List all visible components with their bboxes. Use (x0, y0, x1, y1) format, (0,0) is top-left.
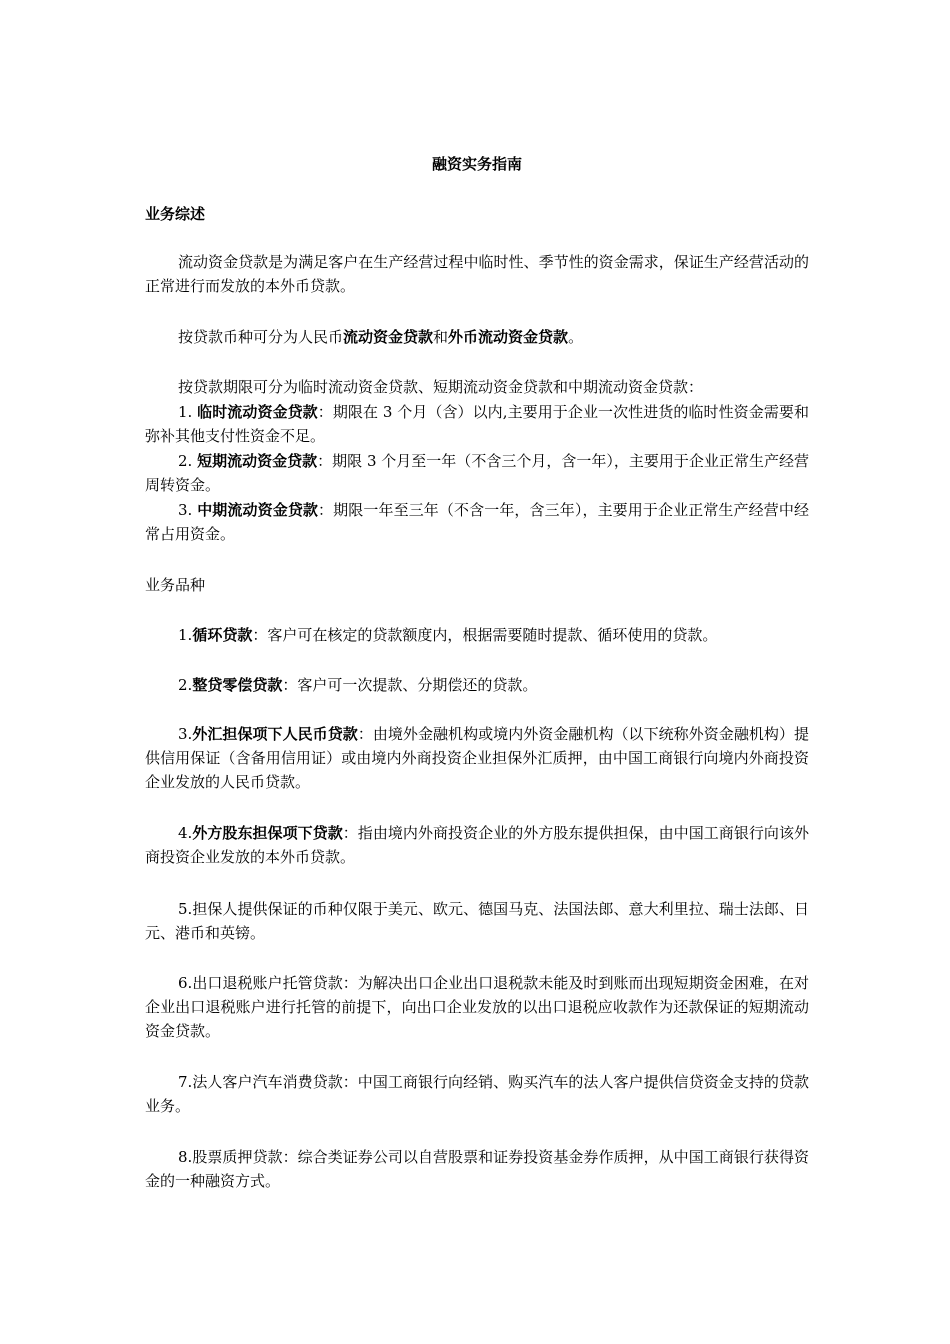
variety-item: 4.外方股东担保项下贷款：指由境内外商投资企业的外方股东提供担保，由中国工商银行向该外商投资企业发放的本外币贷款。 (145, 824, 809, 866)
overview-paragraph-currency: 按贷款币种可分为人民币流动资金贷款和外币流动资金贷款。 (178, 328, 584, 346)
variety-item: 6.出口退税账户托管贷款：为解决出口企业出口退税款未能及时到账而出现短期资金困难，在对企业出口退税账户进行托管的前提下，向出口企业发放的以出口退税应收款作为还款保证的短期流动资金贷款。 (145, 974, 809, 1040)
term-item: 3. 中期流动资金贷款：期限一年至三年（不含一年，含三年），主要用于企业正常生产经营中经常占用资金。 (145, 501, 809, 543)
variety-item: 7.法人客户汽车消费贷款：中国工商银行向经销、购买汽车的法人客户提供信贷资金支持的贷款业务。 (145, 1073, 809, 1115)
variety-item: 2.整贷零偿贷款：客户可一次提款、分期偿还的贷款。 (178, 676, 538, 694)
overview-paragraph-1: 流动资金贷款是为满足客户在生产经营过程中临时性、季节性的资金需求，保证生产经营活动的正常进行而发放的本外币贷款。 (145, 253, 809, 295)
bold-term: 循环贷款 (192, 626, 253, 644)
bold-term: 流动资金贷款 (343, 328, 434, 346)
bold-term: 外方股东担保项下贷款 (192, 824, 343, 842)
bold-term: 外币流动资金贷款 (448, 328, 569, 346)
overview-paragraph-term: 按贷款期限可分为临时流动资金贷款、短期流动资金贷款和中期流动资金贷款： (178, 378, 704, 396)
variety-item: 5.担保人提供保证的币种仅限于美元、欧元、德国马克、法国法郎、意大利里拉、瑞士法郎、日元、港币和英镑。 (145, 900, 809, 942)
bold-term: 中期流动资金贷款 (197, 501, 319, 519)
variety-item: 1.循环贷款：客户可在核定的贷款额度内，根据需要随时提款、循环使用的贷款。 (178, 626, 718, 644)
bold-term: 临时流动资金贷款 (197, 403, 318, 421)
bold-term: 整贷零偿贷款 (192, 676, 283, 694)
term-item: 1. 临时流动资金贷款：期限在 3 个月（含）以内,主要用于企业一次性进货的临时性资金需要和弥补其他支付性资金不足。 (145, 403, 809, 445)
variety-item: 8.股票质押贷款：综合类证券公司以自营股票和证券投资基金券作质押，从中国工商银行获得资金的一种融资方式。 (145, 1148, 809, 1190)
bold-term: 短期流动资金贷款 (197, 452, 318, 470)
variety-item: 3.外汇担保项下人民币贷款：由境外金融机构或境内外资金融机构（以下统称外资金融机构）提供信用保证（含备用信用证）或由境内外商投资企业担保外汇质押，由中国工商银行向境内外商投资企业发放的人民币贷款。 (145, 725, 809, 791)
bold-term: 外汇担保项下人民币贷款 (192, 725, 358, 743)
section-heading-overview: 业务综述 (145, 205, 206, 223)
document-title: 融资实务指南 (431, 155, 522, 173)
term-item: 2. 短期流动资金贷款：期限 3 个月至一年（不含三个月，含一年），主要用于企业正常生产经营周转资金。 (145, 452, 809, 494)
section-heading-varieties: 业务品种 (145, 576, 206, 594)
